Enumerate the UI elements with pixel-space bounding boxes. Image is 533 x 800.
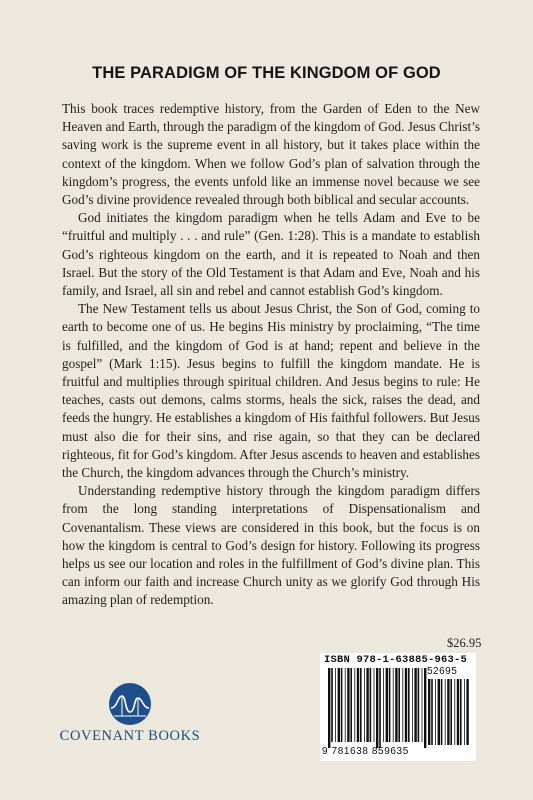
barcode-bar	[438, 679, 440, 745]
blurb-paragraph: This book traces redemptive history, from the Garden of Eden to the New Heaven and Earth, through the paradigm of the kingdom of God. Jesus Christ’s saving work is the supreme event in all history, but it takes place within the context of the kingdom. When we follow God’s plan of salvation through the kingdom’s progress, the events unfold like an immense novel because we see God’s divine providence revealed through both biblical and secular accounts.	[62, 101, 480, 208]
barcode-bar	[418, 668, 420, 742]
barcode-bar	[408, 668, 410, 742]
barcode-bar	[466, 679, 468, 745]
barcode-bar	[331, 668, 333, 742]
barcode-bar	[393, 668, 394, 742]
blurb	[62, 100, 480, 610]
barcode-bar	[328, 668, 330, 748]
barcode-bar	[441, 679, 443, 745]
book-title: THE PARADIGM OF THE KINGDOM OF GOD	[92, 64, 441, 82]
barcode-bar	[428, 679, 430, 745]
barcode-bar	[454, 679, 455, 745]
barcode-bar	[445, 679, 446, 745]
barcode-bar	[376, 668, 378, 748]
barcode-bar	[457, 679, 459, 745]
blurb-paragraph: God initiates the kingdom paradigm when he tells Adam and Eve to be “fruitful and multiply . . . and rule” (Gen. 1:28). This is a mandate to establish God’s righteous kingdom on the earth, and it is repeated to Noah and then Israel. But the story of the Old Testament is that Adam and Eve, Noah and his family, and Israel, all sin and rebel and cannot establish God’s kingdom.	[62, 210, 480, 299]
barcode-bar	[379, 668, 381, 748]
isbn-label: ISBN 978-1-63885-963-5	[324, 654, 468, 666]
barcode-bar	[424, 668, 426, 748]
addon-barcode-bars	[428, 679, 472, 745]
barcode-bar	[450, 679, 452, 745]
barcode-bar	[412, 668, 413, 742]
barcode-bar	[422, 668, 423, 742]
covenant-books-logo-icon	[108, 682, 152, 726]
barcode-bar	[414, 668, 416, 742]
barcode-bar	[395, 668, 397, 742]
barcode-bar	[338, 668, 340, 742]
barcode-bar	[374, 668, 375, 742]
barcode-bar	[389, 668, 391, 742]
barcode-bar	[405, 668, 407, 742]
price-addon-digits: 52695	[427, 666, 458, 677]
barcode-bar	[431, 679, 433, 745]
barcode-bar	[364, 668, 365, 742]
ean-digits: 9 781638 859635	[322, 746, 409, 757]
barcode-bar	[366, 668, 368, 742]
barcode	[320, 653, 476, 761]
barcode-bar	[435, 679, 436, 745]
barcode-bar	[360, 668, 362, 742]
barcode-bar	[398, 668, 400, 742]
barcode-bar	[402, 668, 403, 742]
blurb-paragraph: The New Testament tells us about Jesus Christ, the Son of God, coming to earth to become one of us. He begins His ministry by proclaiming, “The time is fulfilled, and the kingdom of God is at hand; repent and believe in the gospel” (Mark 1:15). Jesus begins to fulfill the kingdom mandate. He is fruitful and multiplies through spiritual children. And Jesus begins to rule: He teaches, casts out demons, calms storms, heals the sick, raises the dead, and feeds the hungry. He establishes a kingdom of His faithful followers. But Jesus must also die for their sins, and rise again, so that they can be declared righteous, fit for God’s kingdom. After Jesus ascends to heaven and establishes the Church, the kingdom advances through the Church’s ministry.	[62, 301, 480, 481]
barcode-bar	[370, 668, 372, 742]
ean-barcode-bars	[328, 668, 428, 748]
barcode-bar	[383, 668, 384, 742]
barcode-bar	[345, 668, 346, 742]
blurb-paragraph: Understanding redemptive history through the kingdom paradigm differs from the long standing interpretations of Dispensationalism and Covenantalism. These views are considered in this book, but the focus is on how the kingdom is central to God’s design for history. Following its progress helps us see our location and roles in the fulfillment of God’s divine plan. This can inform our faith and increase Church unity as we glorify God through His amazing plan of redemption.	[62, 483, 480, 608]
price-label: $26.95	[447, 636, 482, 650]
barcode-bar	[350, 668, 352, 742]
barcode-bar	[354, 668, 355, 742]
barcode-bar	[335, 668, 336, 742]
barcode-bar	[347, 668, 349, 742]
barcode-bar	[447, 679, 449, 745]
publisher-name: COVENANT BOOKS	[59, 728, 201, 744]
barcode-bar	[464, 679, 465, 745]
barcode-bar	[460, 679, 462, 745]
barcode-bar	[357, 668, 359, 742]
barcode-bar	[341, 668, 343, 742]
barcode-bar	[386, 668, 388, 742]
